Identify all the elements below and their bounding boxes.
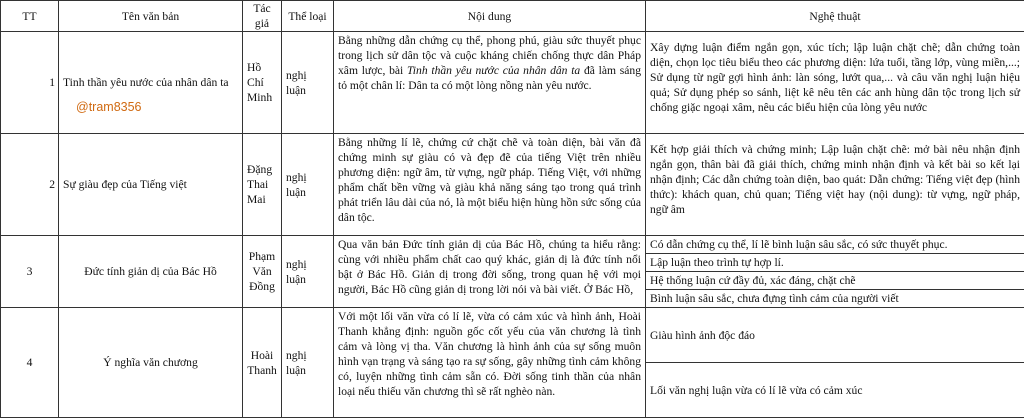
table-row [1,32,1024,134]
work-genre: nghị luận [282,308,334,418]
work-art-item: Lối văn nghị luận vừa có lí lẽ vừa có cảm xúc [646,363,1024,418]
work-author: Đặng Thai Mai [243,134,282,236]
work-art-item: Có dẫn chứng cụ thể, lí lẽ bình luận sâu sắc, có sức thuyết phục. [646,236,1024,254]
work-art-item: Hệ thống luận cứ đầy đủ, xác đáng, chặt chẽ [646,272,1024,290]
header-author: Tác giả [243,1,282,32]
work-art: Kết hợp giải thích và chứng minh; Lập luận chặt chẽ: mở bài nêu nhận định ngắn gọn, thân bài đã giải thích, chứng minh nhận định và kết bài so kết lại nhận định; Các dẫn chứng toàn diện, bao quát: Dẫn chứng: Tiếng việt đẹp (hình thức): khách quan, chủ quan; Tiếng việt hay (nội dung): từ vựng, ngữ pháp, ngữ âm [646,134,1024,236]
row-number: 4 [1,308,59,418]
work-art-item: Lập luận theo trình tự hợp lí. [646,254,1024,272]
content-text: Bằng những dẫn chứng cụ thể, phong phú, giàu sức thuyết phục trong lịch sử dân tộc và cuộc kháng chiến chống thực dân Pháp xâm lược, bài [338,34,641,77]
work-title: Ý nghĩa văn chương [59,308,243,418]
work-genre: nghị luận [282,134,334,236]
header-tt: TT [1,1,59,32]
work-title: Sự giàu đẹp của Tiếng việt [59,134,243,236]
work-art-item: Bình luận sâu sắc, chưa đựng tình cảm của người viết [646,290,1024,308]
watermark-text: @tram8356 [76,100,142,114]
header-genre: Thể loại [282,1,334,32]
table-row [1,236,1024,254]
table-row [1,134,1024,236]
work-content: Bằng những lí lẽ, chứng cứ chặt chẽ và toàn diện, bài văn đã chứng minh sự giàu có và đẹp đẽ của tiếng Việt trên nhiều phương diện: ngữ âm, từ vựng, ngữ pháp. Tiếng Việt, với những phẩm chất bền vững và giàu khả năng sáng tạo trong quá trình phát triển lâu dài của nó, là một biểu hiện hùng hồn sức sống của dân tộc. [334,134,646,236]
header-art: Nghệ thuật [646,1,1024,32]
work-author: Hồ Chí Minh [243,32,282,134]
work-art-item: Giàu hình ảnh độc đáo [646,308,1024,363]
work-genre: nghị luận [282,236,334,308]
work-author: Hoài Thanh [243,308,282,418]
content-italic-title: Tinh thần yêu nước của nhân dân ta [407,64,580,77]
work-author: Phạm Văn Đồng [243,236,282,308]
header-title: Tên văn bản [59,1,243,32]
table-row [1,308,1024,363]
work-content: Với một lối văn vừa có lí lẽ, vừa có cảm xúc và hình ảnh, Hoài Thanh khẳng định: nguồn gốc cốt yếu của văn chương là tình cảm và lòng vị tha. Văn chương là hình ảnh của sự sống muôn hình vạn trạng và sáng tạo ra sự sống, gây những tình cảm không có, luyện những tình cảm sẵn có. Đời sống tinh thần của nhân loại nếu thiếu văn chương thì sẽ rất nghèo nàn. [334,308,646,418]
row-number: 3 [1,236,59,308]
work-art: Xây dựng luận điểm ngắn gọn, xúc tích; lập luận chặt chẽ; dẫn chứng toàn diện, chọn lọc tiêu biểu theo các phương diện: lứa tuổi, tầng lớp, vùng miền,...; Sử dụng từ ngữ gợi hình ảnh: làn sóng, lướt qua,... và câu văn nghị luận hiệu quả; Sử dụng phép so sánh, liệt kê nêu tên các anh hùng dân tộc trong lịch sử chống giặc ngoại xâm, nêu các biểu hiện của lòng yêu nước [646,32,1024,134]
content-text: đã làm sáng tỏ một chân lí: Dân ta có một lòng nồng nàn yêu nước. [338,64,641,92]
work-content [334,32,646,134]
row-number: 1 [1,32,59,134]
header-content: Nội dung [334,1,646,32]
row-number: 2 [1,134,59,236]
work-content: Qua văn bản Đức tính giản dị của Bác Hồ, chúng ta hiểu rằng: cùng với nhiều phẩm chất cao quý khác, giản dị là đức tính nổi bật ở Bác Hồ. Giản dị trong đời sống, trong quan hệ với mọi người, Bác Hồ cũng giản dị trong lời nói và bài viết. Ở Bác Hồ, [334,236,646,308]
work-title: Đức tính giản dị của Bác Hồ [59,236,243,308]
work-genre: nghị luận [282,32,334,134]
header-row [1,1,1024,32]
work-title: Tinh thần yêu nước của nhân dân ta [59,32,243,134]
